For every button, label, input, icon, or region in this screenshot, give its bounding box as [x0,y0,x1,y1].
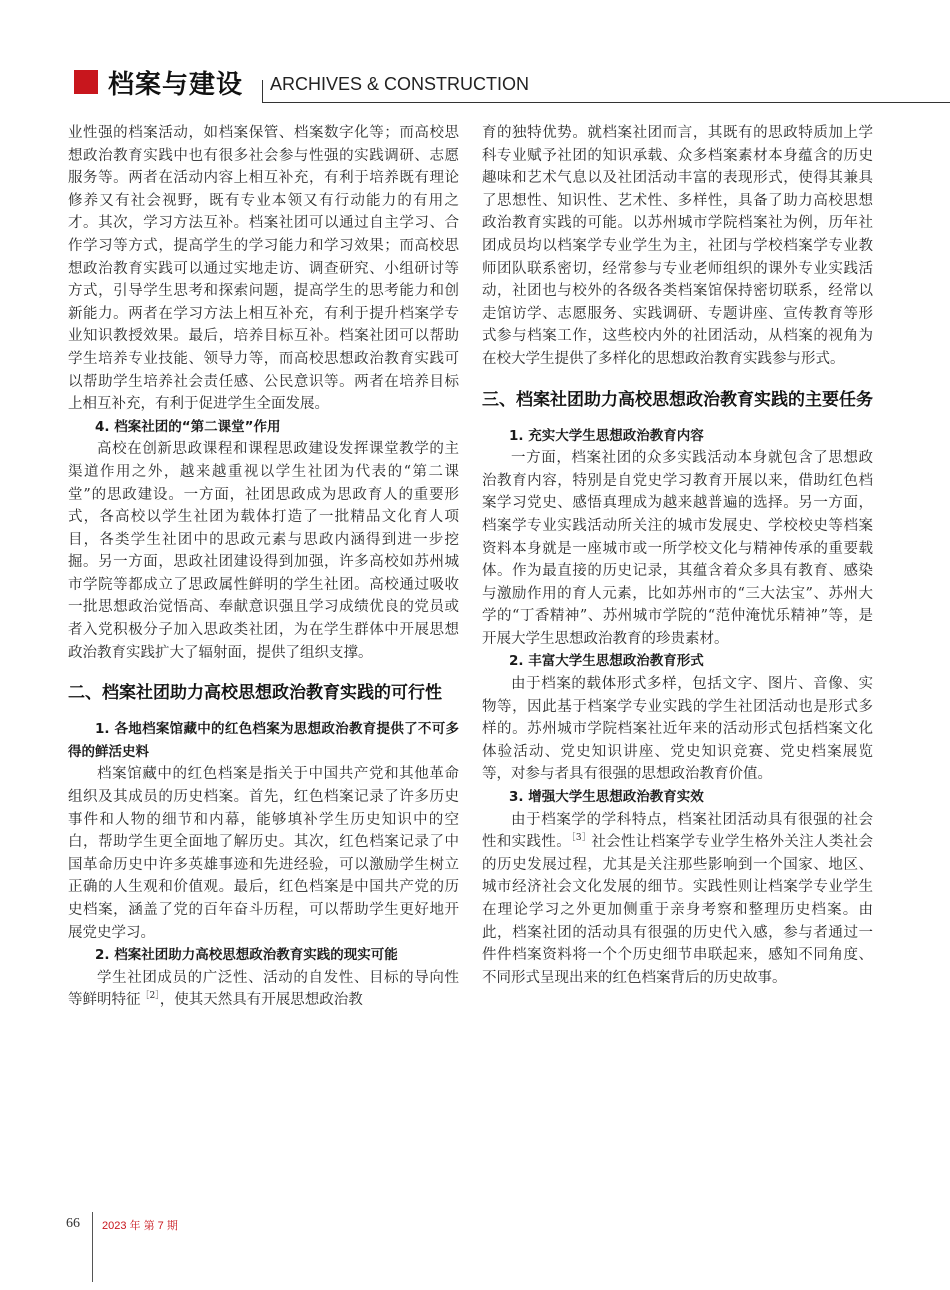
paragraph [482,809,873,990]
issue-label: 2023 年 第 7 期 [102,1220,178,1232]
paragraph: 高校在创新思政课程和课程思政建设发挥课堂教学的主渠道作用之外，越来越重视以学生社团为代表的“第二课堂”的思政建设。一方面，社团思政成为思政育人的重要形式，各高校以学生社团为载体打造了一批精品文化育人项目，各类学生社团中的思政元素与思政内涵得到进一步挖掘。另一方面，思政社团建设得到加强，许多高校如苏州城市学院等都成立了思政属性鲜明的学生社团。高校通过吸收一批思想政治觉悟高、奉献意识强且学习成绩优良的党员或者入党积极分子加入思政类社团，为在学生群体中开展思想政治教育实践扩大了辐射面，提供了组织支撑。 [68,441,459,661]
paragraph: 育的独特优势。就档案社团而言，其既有的思政特质加上学科专业赋予社团的知识承载、众多档案素材本身蕴含的历史趣味和艺术气息以及社团活动丰富的表现形式，使得其兼具了思想性、知识性、艺术性、多样性，具备了助力高校思想政治教育实践的可能。以苏州城市学院档案社为例，历年社团成员均以档案学专业学生为主，社团与学校档案学专业教师团队联系密切，经常参与专业老师组织的课外专业实践活动，社团也与校外的各级各类档案馆保持密切联系，经常以走馆访学、志愿服务、实践调研、专题讲座、宣传教育等形式参与档案工作，这些校内外的社团活动，从档案的视角为在校大学生提供了多样化的思想政治教育实践参与形式。 [482,125,873,367]
subsection-heading: 4. 档案社团的“第二课堂”作用 [95,418,281,435]
paragraph: 档案馆藏中的红色档案是指关于中国共产党和其他革命组织及其成员的历史档案。首先，红色档案记录了许多历史事件和人物的细节和内幕，能够填补学生历史知识中的空白，帮助学生更全面地了解历史。其次，红色档案记录了中国革命历史中许多英雄事迹和先进经验，可以激励学生树立正确的人生观和价值观。最后，红色档案是中国共产党的历史档案，涵盖了党的百年奋斗历程，可以帮助学生更好地开展党史学习。 [68,766,459,941]
paragraph-text: 学生社团成员的广泛性、活动的自发性、目标的导向性等鲜明特征 [68,969,459,1009]
left-column [68,122,459,1012]
journal-title: 档案与建设 [108,70,244,100]
brand-square-icon [74,70,98,94]
header-rule [262,102,950,103]
footer-divider [92,1212,93,1282]
section-heading: 三、档案社团助力高校思想政治教育实践的主要任务 [482,389,873,410]
page-header [0,0,950,110]
paragraph: 由于档案的载体形式多样，包括文字、图片、音像、实物等，因此基于档案学专业实践的学生社团活动也是形式多样的。苏州城市学院档案社近年来的活动形式包括档案文化体验活动、党史知识讲座、党史知识竞赛、党史档案展览等，对参与者具有很强的思想政治教育价值。 [482,676,873,783]
page-number: 66 [66,1216,80,1231]
subsection-heading: 2. 丰富大学生思想政治教育形式 [509,653,704,670]
paragraph: 一方面，档案社团的众多实践活动本身就包含了思想政治教育内容，特别是自党史学习教育开展以来，借助红色档案学习党史、感悟真理成为越来越普遍的选择。另一方面，档案学专业实践活动所关注的城市发展史、学校校史等档案资料本身就是一座城市或一所学校文化与精神传承的重要载体。作为最直接的历史记录，其蕴含着众多具有教育、感染与激励作用的育人元素，比如苏州市的“三大法宝”、苏州大学的“丁香精神”、苏州城市学院的“范仲淹忧乐精神”等，是开展大学生思想政治教育的珍贵素材。 [482,450,873,647]
paragraph [68,967,459,1012]
paragraph-text: ，使其天然具有开展思想政治教 [159,992,363,1009]
subsection-heading: 1. 充实大学生思想政治教育内容 [509,427,704,444]
paragraph-text: 由于档案学的学科特点，档案社团活动具有很强的社会性和实践性。 [482,811,873,851]
citation-ref[interactable]: ［2］ [140,991,160,1002]
header-rule-tick [262,80,263,102]
citation-ref[interactable]: ［3］ [571,833,592,844]
paragraph-text: 社会性让档案学专业学生格外关注人类社会的历史发展过程，尤其是关注那些影响到一个国家、地区、城市经济社会文化发展的细节。实践性则让档案学专业学生在理论学习之外更加侧重于亲身考察和整理历史档案。由此，档案社团的活动具有很强的历史代入感，参与者通过一件件档案资料将一个个历史细节串联起来，感知不同角度、不同形式呈现出来的红色档案背后的历史故事。 [482,834,874,986]
subsection-heading: 3. 增强大学生思想政治教育实效 [509,789,704,806]
paragraph: 业性强的档案活动，如档案保管、档案数字化等；而高校思想政治教育实践中也有很多社会参与性强的实践调研、志愿服务等。两者在活动内容上相互补充，有利于培养既有理论修养又有社会视野，既有专业本领又有行动能力的有用之才。其次，学习方法互补。档案社团可以通过自主学习、合作学习等方式，提高学生的学习能力和学习效果；而高校思想政治教育实践可以通过实地走访、调查研究、小组研讨等方式，引导学生思考和探索问题，提高学生的思考能力和创新能力。两者在学习方法上相互补充，有利于提升档案学专业知识教授效果。最后，培养目标互补。档案社团可以帮助学生培养专业技能、领导力等，而高校思想政治教育实践可以帮助学生培养社会责任感、公民意识等。两者在培养目标上相互补充，有利于促进学生全面发展。 [68,125,459,413]
section-heading: 二、档案社团助力高校思想政治教育实践的可行性 [68,683,442,704]
subsection-heading: 1. 各地档案馆藏中的红色档案为思想政治教育提供了不可多得的鲜活史料 [68,721,459,760]
right-column [482,122,873,989]
subsection-heading: 2. 档案社团助力高校思想政治教育实践的现实可能 [95,947,398,964]
journal-subtitle: ARCHIVES & CONSTRUCTION [270,74,530,94]
